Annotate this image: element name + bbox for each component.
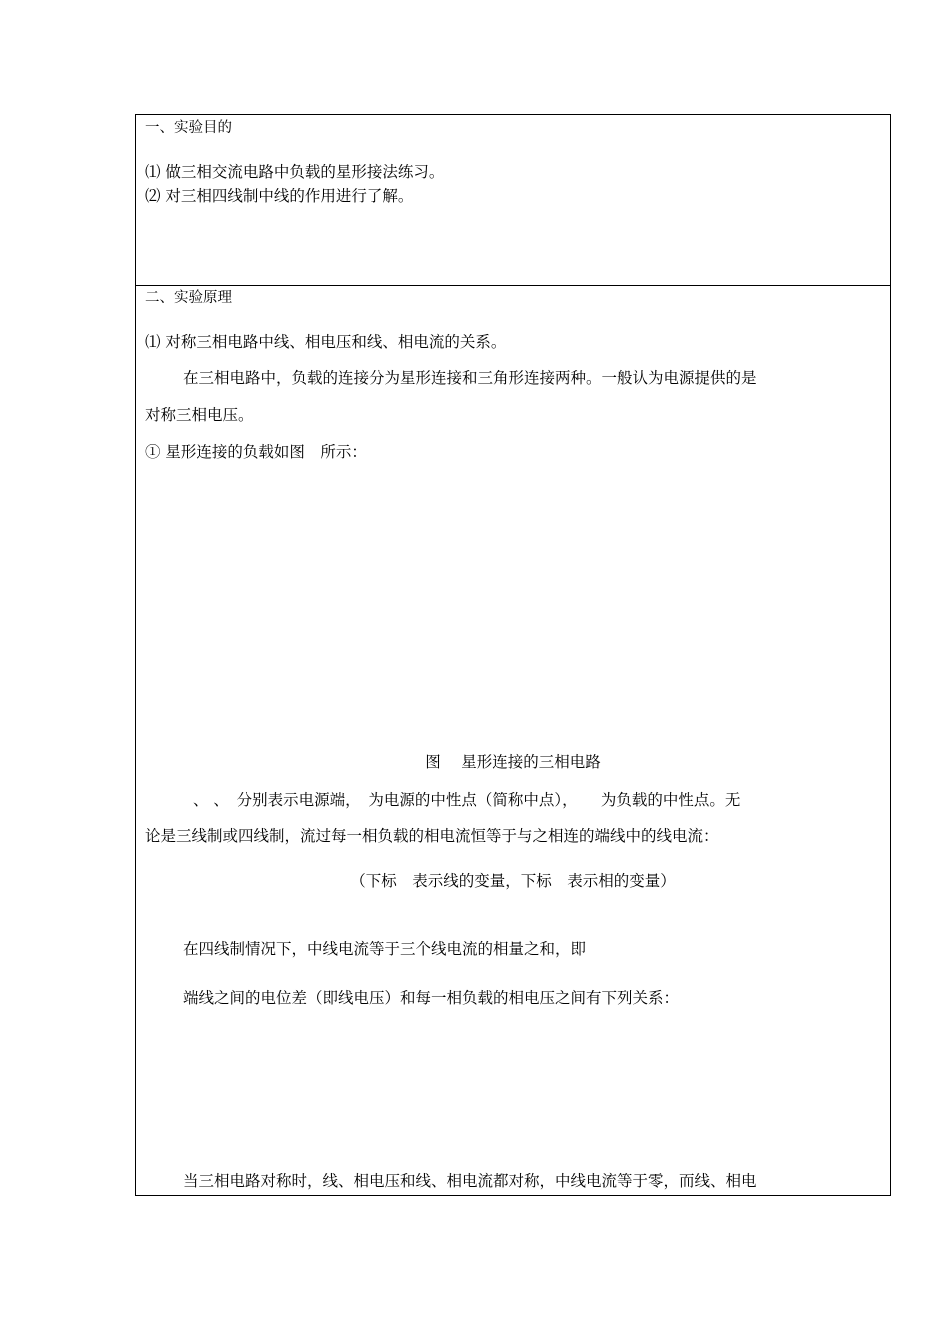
- objective-item-2: ⑵ 对三相四线制中线的作用进行了解。: [145, 187, 414, 205]
- section1-heading: 一、实验目的: [145, 120, 232, 136]
- paragraph-symmetric: 当三相电路对称时，线、相电压和线、相电流都对称，中线电流等于零，而线、相电: [183, 1172, 757, 1190]
- figure-caption: 图 星形连接的三相电路: [425, 753, 601, 771]
- objective-item-1: ⑴ 做三相交流电路中负载的星形接法练习。: [145, 163, 445, 181]
- paragraph-terminals-cont: 论是三线制或四线制，流过每一相负载的相电流恒等于与之相连的端线中的线电流：: [145, 827, 719, 845]
- report-table: [135, 114, 891, 1196]
- principle-item-1: ⑴ 对称三相电路中线、相电压和线、相电流的关系。: [145, 333, 507, 351]
- paragraph-line-voltage: 端线之间的电位差（即线电压）和每一相负载的相电压之间有下列关系：: [183, 989, 680, 1007]
- section-divider: [136, 285, 890, 286]
- paragraph-connection-types-cont: 对称三相电压。: [145, 406, 254, 424]
- section2-heading: 二、实验原理: [145, 290, 232, 306]
- subscript-note: （下标 表示线的变量，下标 表示相的变量）: [350, 872, 676, 890]
- paragraph-neutral-current: 在四线制情况下，中线电流等于三个线电流的相量之和，即: [183, 940, 587, 958]
- star-connection-item: ① 星形连接的负载如图 所示：: [145, 443, 367, 461]
- paragraph-connection-types: 在三相电路中，负载的连接分为星形连接和三角形连接两种。一般认为电源提供的是: [183, 369, 757, 387]
- paragraph-terminals: 、 、 分别表示电源端， 为电源的中性点（简称中点）， 为负载的中性点。无: [193, 791, 741, 809]
